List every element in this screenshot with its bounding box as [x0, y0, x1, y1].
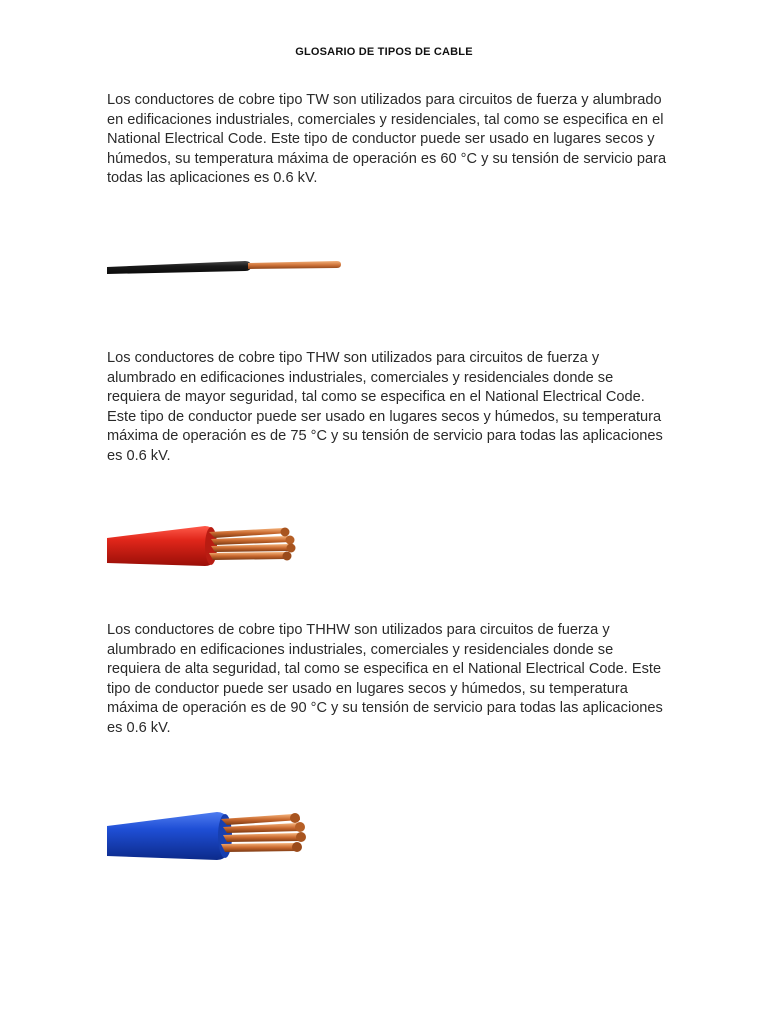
paragraph-thhw: Los conductores de cobre tipo THHW son utilizados para circuitos de fuerza y alumbrado en edificaciones industriales, comerciales y residenciales donde se requiera de alta seguridad, tal como se especifica en el National Electrical Code. Este tipo de conductor puede ser usado en lugares secos y húmedos, su temperatura máxima de operación es de 90 °C y su tensión de servicio para todas las aplicaciones es 0.6 kV.	[107, 622, 663, 736]
document-title: GLOSARIO DE TIPOS DE CABLE	[295, 46, 473, 58]
paragraph-thw: Los conductores de cobre tipo THW son utilizados para circuitos de fuerza y alumbrado en edificaciones industriales, comerciales y residenciales donde se requiera de mayor seguridad, tal como se especifica en el National Electrical Code. Este tipo de conductor puede ser usado en lugares secos y húmedos, su temperatura máxima de operación es de 75 °C y su tensión de servicio para todas las aplicaciones es 0.6 kV.	[107, 350, 663, 464]
thhw-cable-image	[105, 806, 315, 866]
paragraph-tw: Los conductores de cobre tipo TW son utilizados para circuitos de fuerza y alumbrado en edificaciones industriales, comerciales y residenciales, tal como se especifica en el National Electrical Code. Este tipo de conductor puede ser usado en lugares secos y húmedos, su temperatura máxima de operación es 60 °C y su tensión de servicio para todas las aplicaciones es 0.6 kV.	[107, 92, 667, 186]
tw-cable-image	[105, 252, 345, 280]
thw-cable-image	[105, 520, 305, 572]
